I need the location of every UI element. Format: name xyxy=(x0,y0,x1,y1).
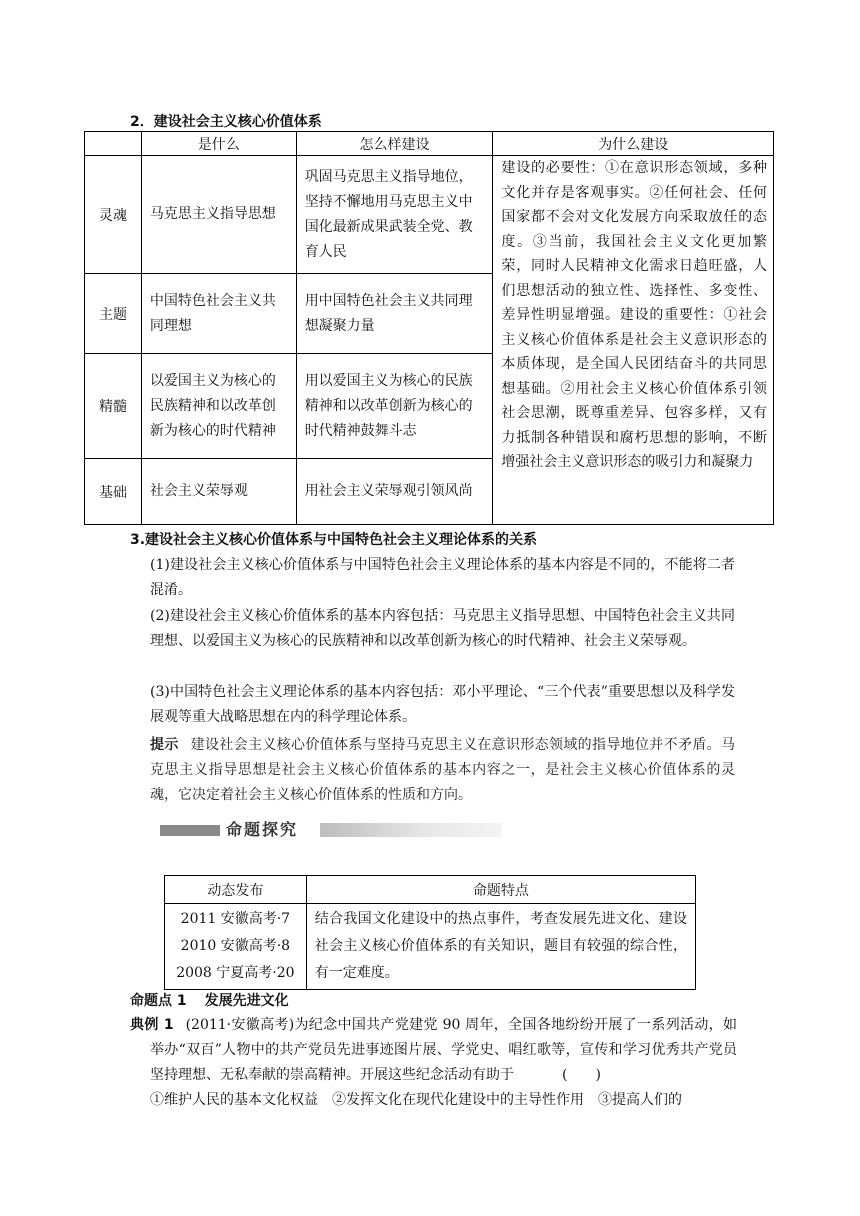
header-what: 是什么 xyxy=(141,132,296,156)
header-how: 怎么样建设 xyxy=(296,132,493,156)
exam-header-release: 动态发布 xyxy=(165,876,307,904)
section-3-title: 3.建设社会主义核心价值体系与中国特色社会主义理论体系的关系 xyxy=(130,532,538,548)
row-label: 精髓 xyxy=(85,354,142,459)
exam-table xyxy=(164,875,696,990)
row-how: 巩固马克思主义指导地位，坚持不懈地用马克思主义中国化最新成果武装全党、教育人民 xyxy=(296,156,493,274)
row-what: 马克思主义指导思想 xyxy=(141,156,296,274)
release-item: 2011 安徽高考·7 xyxy=(180,911,291,927)
example-1-label: 典例 1 xyxy=(130,1017,174,1033)
core-value-table xyxy=(84,131,774,525)
row-how: 用以爱国主义为核心的民族精神和以改革创新为核心的时代精神鼓舞斗志 xyxy=(296,354,493,459)
table-header-row xyxy=(85,132,774,156)
hint-label: 提示 xyxy=(150,737,179,753)
row-label: 灵魂 xyxy=(85,156,142,274)
why-build-cell: 建设的必要性：①在意识形态领域，多种文化并存是客观事实。②任何社会、任何国家都不会对文化发展方向采取放任的态度。③当前，我国社会主义文化更加繁荣，同时人民精神文化需求日趋旺盛，人们思想活动的独立性、选择性、多变性、差异性明显增强。建设的重要性：①社会主义核心价值体系是社会主义意识形态的本质体现，是全国人民团结奋斗的共同思想基础。②用社会主义核心价值体系引领社会思潮，既尊重差异、包容多样，又有力抵制各种错误和腐朽思想的影响，不断增强社会主义意识形态的吸引力和凝聚力 xyxy=(493,156,774,525)
answer-blank: ( ) xyxy=(562,1067,601,1083)
point-1-title: 发展先进文化 xyxy=(204,993,289,1009)
paragraph-2: (2)建设社会主义核心价值体系的基本内容包括：马克思主义指导思想、中国特色社会主义共同理想、以爱国主义为核心的民族精神和以改革创新为核心的时代精神、社会主义荣辱观。 xyxy=(150,608,735,649)
section-2-title: 2．建设社会主义核心价值体系 xyxy=(130,114,322,130)
header-why: 为什么建设 xyxy=(493,132,774,156)
row-how: 用中国特色社会主义共同理想凝聚力量 xyxy=(296,274,493,354)
exam-header-row xyxy=(165,876,696,904)
hint-text: 建设社会主义核心价值体系与坚持马克思主义在意识形态领域的指导地位并不矛盾。马克思主义指导思想是社会主义核心价值体系的基本内容之一，是社会主义核心价值体系的灵魂，它决定着社会主义核心价值体系的性质和方向。 xyxy=(150,737,736,803)
paragraph-1: (1)建设社会主义核心价值体系与中国特色社会主义理论体系的基本内容是不同的，不能将二者混淆。 xyxy=(150,557,735,598)
example-1-body xyxy=(130,1013,737,1088)
banner-title: 命题探究 xyxy=(226,820,299,839)
row-what: 社会主义荣辱观 xyxy=(141,459,296,525)
banner-gradient xyxy=(320,823,502,837)
example-1-options: ①维护人民的基本文化权益 ②发挥文化在现代化建设中的主导性作用 ③提高人们的 xyxy=(150,1092,682,1108)
banner-bar xyxy=(160,825,220,836)
release-item: 2008 宁夏高考·20 xyxy=(176,965,295,981)
point-1-heading xyxy=(130,990,289,1010)
hint-block xyxy=(150,733,735,808)
row-what: 中国特色社会主义共同理想 xyxy=(141,274,296,354)
row-label: 基础 xyxy=(85,459,142,525)
exam-header-feature: 命题特点 xyxy=(306,876,695,904)
table-row xyxy=(85,156,774,274)
row-label: 主题 xyxy=(85,274,142,354)
paragraph-3: (3)中国特色社会主义理论体系的基本内容包括：邓小平理论、“三个代表”重要思想以及科学发展观等重大战略思想在内的科学理论体系。 xyxy=(150,684,735,725)
point-1-label: 命题点 1 xyxy=(130,993,187,1009)
exam-row xyxy=(165,904,696,990)
header-blank xyxy=(85,132,142,156)
release-item: 2010 安徽高考·8 xyxy=(180,938,291,954)
exam-feature: 结合我国文化建设中的热点事件，考查发展先进文化、建设社会主义核心价值体系的有关知识，题目有较强的综合性，有一定难度。 xyxy=(306,904,695,990)
row-how: 用社会主义荣辱观引领风尚 xyxy=(296,459,493,525)
exam-releases xyxy=(165,904,307,990)
example-1-text: (2011·安徽高考)为纪念中国共产党建党 90 周年，全国各地纷纷开展了一系列活动，如举办“双百”人物中的共产党员先进事迹图片展、学党史、唱红歌等，宣传和学习优秀共产党员坚持理想、无私奉献的崇高精神。开展这些纪念活动有助于 xyxy=(150,1017,737,1083)
example-1 xyxy=(130,1013,737,1113)
row-what: 以爱国主义为核心的民族精神和以改革创新为核心的时代精神 xyxy=(141,354,296,459)
